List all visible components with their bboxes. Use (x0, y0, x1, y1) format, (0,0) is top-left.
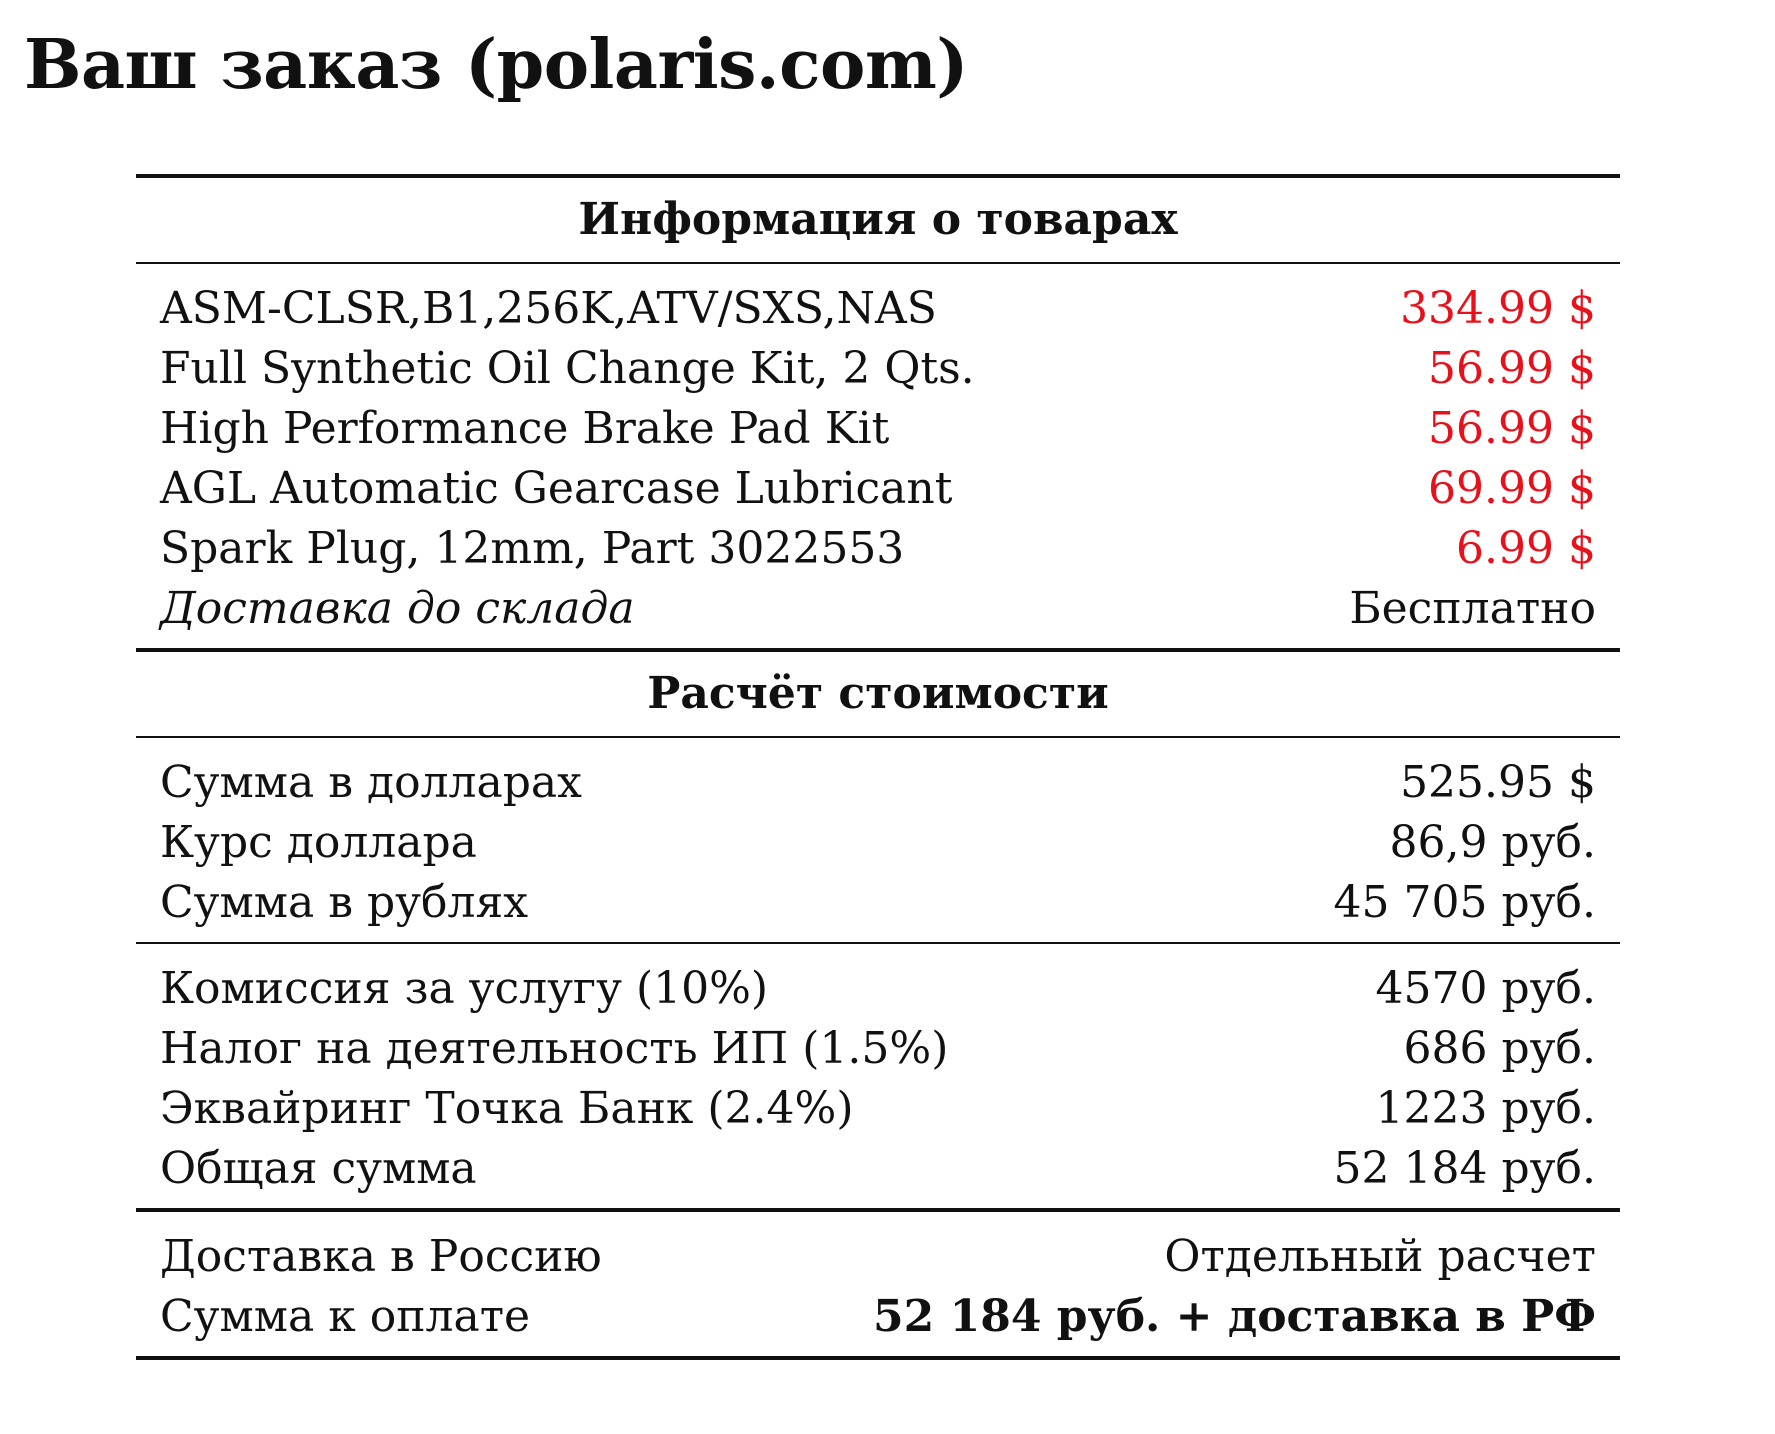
fee-value: 1223 руб. (1375, 1082, 1596, 1134)
product-row (136, 398, 1620, 458)
product-name: Spark Plug, 12mm, Part 3022553 (160, 522, 905, 574)
calc-value: 525.95 $ (1400, 756, 1596, 808)
product-price: 69.99 $ (1428, 462, 1596, 514)
product-price: 6.99 $ (1456, 522, 1596, 574)
products-list (136, 264, 1620, 648)
calc-label: Сумма в долларах (160, 756, 582, 808)
product-row (136, 338, 1620, 398)
product-row (136, 518, 1620, 578)
calc-row (136, 752, 1620, 812)
calculation-section-header: Расчёт стоимости (647, 668, 1109, 719)
product-name: AGL Automatic Gearcase Lubricant (160, 462, 953, 514)
total-value: 52 184 руб. (1333, 1142, 1596, 1194)
fee-label: Эквайринг Точка Банк (2.4%) (160, 1082, 854, 1134)
fee-label: Налог на деятельность ИП (1.5%) (160, 1022, 949, 1074)
warehouse-delivery-label: Доставка до склада (160, 582, 635, 634)
conversion-list (136, 738, 1620, 942)
product-row (136, 458, 1620, 518)
product-price: 56.99 $ (1428, 342, 1596, 394)
fee-row (136, 1078, 1620, 1138)
calc-row (136, 812, 1620, 872)
calc-label: Сумма в рублях (160, 876, 529, 928)
product-name: ASM-CLSR,B1,256K,ATV/SXS,NAS (160, 282, 937, 334)
russia-delivery-label: Доставка в Россию (160, 1230, 602, 1282)
calc-value: 86,9 руб. (1389, 816, 1596, 868)
fee-value: 4570 руб. (1375, 962, 1596, 1014)
amount-due-label: Сумма к оплате (160, 1290, 531, 1342)
amount-due-value: 52 184 руб. + доставка в РФ (873, 1290, 1596, 1342)
fee-value: 686 руб. (1403, 1022, 1596, 1074)
table-bottom-rule (136, 1356, 1620, 1360)
fee-label: Комиссия за услугу (10%) (160, 962, 769, 1014)
product-name: Full Synthetic Oil Change Kit, 2 Qts. (160, 342, 975, 394)
fee-row (136, 1018, 1620, 1078)
calc-value: 45 705 руб. (1333, 876, 1596, 928)
calc-row (136, 872, 1620, 932)
warehouse-delivery-value: Бесплатно (1349, 582, 1596, 634)
product-name: High Performance Brake Pad Kit (160, 402, 890, 454)
page-title: Ваш заказ (polaris.com) (24, 25, 968, 105)
total-row (136, 1138, 1620, 1198)
order-summary-table (136, 174, 1620, 1360)
final-list (136, 1212, 1620, 1356)
calc-label: Курс доллара (160, 816, 477, 868)
product-price: 334.99 $ (1400, 282, 1596, 334)
russia-delivery-value: Отдельный расчет (1164, 1230, 1596, 1282)
warehouse-delivery-row (136, 578, 1620, 638)
product-price: 56.99 $ (1428, 402, 1596, 454)
product-row (136, 278, 1620, 338)
russia-delivery-row (136, 1226, 1620, 1286)
amount-due-row (136, 1286, 1620, 1346)
fees-list (136, 944, 1620, 1208)
products-section-header: Информация о товарах (578, 194, 1178, 245)
fee-row (136, 958, 1620, 1018)
total-label: Общая сумма (160, 1142, 477, 1194)
